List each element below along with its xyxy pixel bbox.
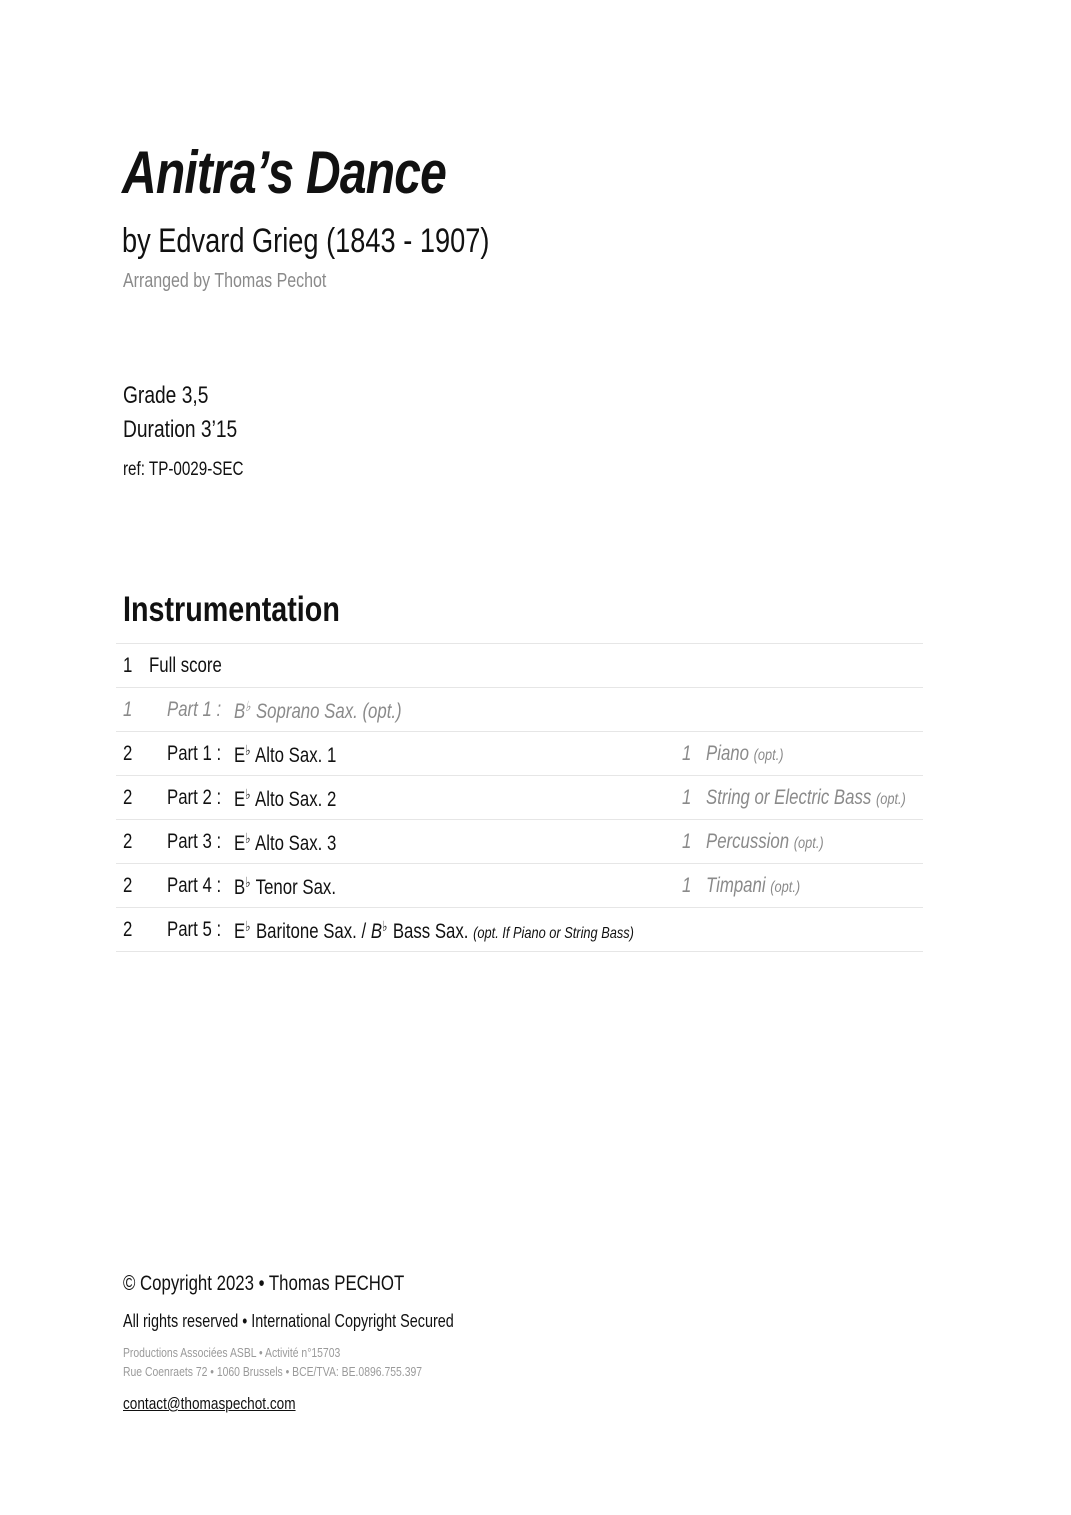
- piece-title: Anitra’s Dance: [122, 139, 447, 206]
- row-instrument: Full score: [149, 654, 222, 677]
- table-row: [116, 863, 923, 907]
- optional-note: (opt. If Piano or String Bass): [473, 925, 634, 942]
- flat-icon: ♭: [382, 918, 388, 934]
- key-letter: E: [234, 920, 246, 943]
- rights-line: All rights reserved • International Copyright Secured: [123, 1311, 454, 1331]
- row-instrument: [234, 874, 336, 900]
- row-instrument: [234, 698, 402, 724]
- row-quantity-secondary: 1: [682, 786, 692, 809]
- alt-key-letter: B: [370, 920, 383, 943]
- contact-email-link[interactable]: contact@thomaspechot.com: [123, 1394, 296, 1413]
- table-row: [116, 819, 923, 863]
- key-letter: E: [234, 788, 246, 811]
- table-row: [116, 907, 923, 952]
- instrument-name: String or Electric Bass: [706, 786, 872, 809]
- row-quantity: 2: [123, 918, 133, 941]
- table-row-full-score: [116, 643, 923, 687]
- flat-icon: ♭: [245, 830, 251, 846]
- row-part: Part 5 :: [167, 918, 222, 941]
- grade-label: Grade 3,5: [123, 382, 209, 409]
- row-instrument-secondary: [706, 742, 784, 766]
- instrument-name: Soprano Sax. (opt.): [255, 700, 402, 723]
- row-quantity: 1: [123, 654, 133, 677]
- row-instrument: [234, 918, 634, 944]
- row-instrument-secondary: [706, 830, 824, 854]
- composer-line: by Edvard Grieg (1843 - 1907): [122, 222, 490, 260]
- row-quantity-secondary: 1: [682, 830, 692, 853]
- row-quantity: 2: [123, 786, 133, 809]
- instrument-name: Alto Sax. 1: [255, 744, 337, 767]
- optional-note: (opt.): [793, 835, 824, 852]
- optional-note: (opt.): [753, 747, 784, 764]
- key-letter: E: [234, 744, 246, 767]
- alt-instrument-name: Bass Sax.: [392, 920, 469, 943]
- row-instrument: [234, 786, 336, 812]
- table-row: [116, 687, 923, 731]
- row-quantity: 2: [123, 742, 133, 765]
- instrument-name: Percussion: [706, 830, 790, 853]
- address-line: Rue Coenraets 72 • 1060 Brussels • BCE/TVA: BE.0896.755.397: [123, 1364, 423, 1379]
- row-quantity: 2: [123, 830, 133, 853]
- flat-icon: ♭: [245, 698, 251, 714]
- flat-icon: ♭: [245, 918, 251, 934]
- organization-line: Productions Associées ASBL • Activité n°15703: [123, 1345, 341, 1360]
- table-row: [116, 775, 923, 819]
- row-quantity: 2: [123, 874, 133, 897]
- flat-icon: ♭: [245, 786, 251, 802]
- row-quantity-secondary: 1: [682, 742, 692, 765]
- instrument-name: Tenor Sax.: [255, 876, 336, 899]
- row-instrument: [234, 742, 336, 768]
- instrument-name: Piano: [706, 742, 749, 765]
- instrumentation-heading: Instrumentation: [123, 590, 340, 629]
- row-part: Part 2 :: [167, 786, 222, 809]
- row-instrument-secondary: [706, 786, 906, 810]
- table-row: [116, 731, 923, 775]
- key-letter: E: [234, 832, 246, 855]
- instrument-name: Alto Sax. 3: [255, 832, 337, 855]
- row-part: Part 1 :: [167, 742, 222, 765]
- instrument-name: Alto Sax. 2: [255, 788, 337, 811]
- flat-icon: ♭: [245, 874, 251, 890]
- instrumentation-table: [116, 643, 923, 952]
- instrument-name: Baritone Sax. /: [255, 920, 367, 943]
- row-part: Part 4 :: [167, 874, 222, 897]
- row-quantity: 1: [123, 698, 133, 721]
- reference-label: ref: TP-0029-SEC: [123, 459, 244, 480]
- row-part: Part 1 :: [167, 698, 222, 721]
- row-part: Part 3 :: [167, 830, 222, 853]
- flat-icon: ♭: [245, 742, 251, 758]
- copyright-line: © Copyright 2023 • Thomas PECHOT: [123, 1272, 405, 1295]
- key-letter: B: [234, 700, 246, 723]
- instrument-name: Timpani: [706, 874, 766, 897]
- key-letter: B: [234, 876, 246, 899]
- arranger-line: Arranged by Thomas Pechot: [123, 270, 327, 292]
- row-instrument-secondary: [706, 874, 800, 898]
- optional-note: (opt.): [875, 791, 906, 808]
- optional-note: (opt.): [770, 879, 801, 896]
- row-quantity-secondary: 1: [682, 874, 692, 897]
- row-instrument: [234, 830, 336, 856]
- duration-label: Duration 3’15: [123, 416, 238, 443]
